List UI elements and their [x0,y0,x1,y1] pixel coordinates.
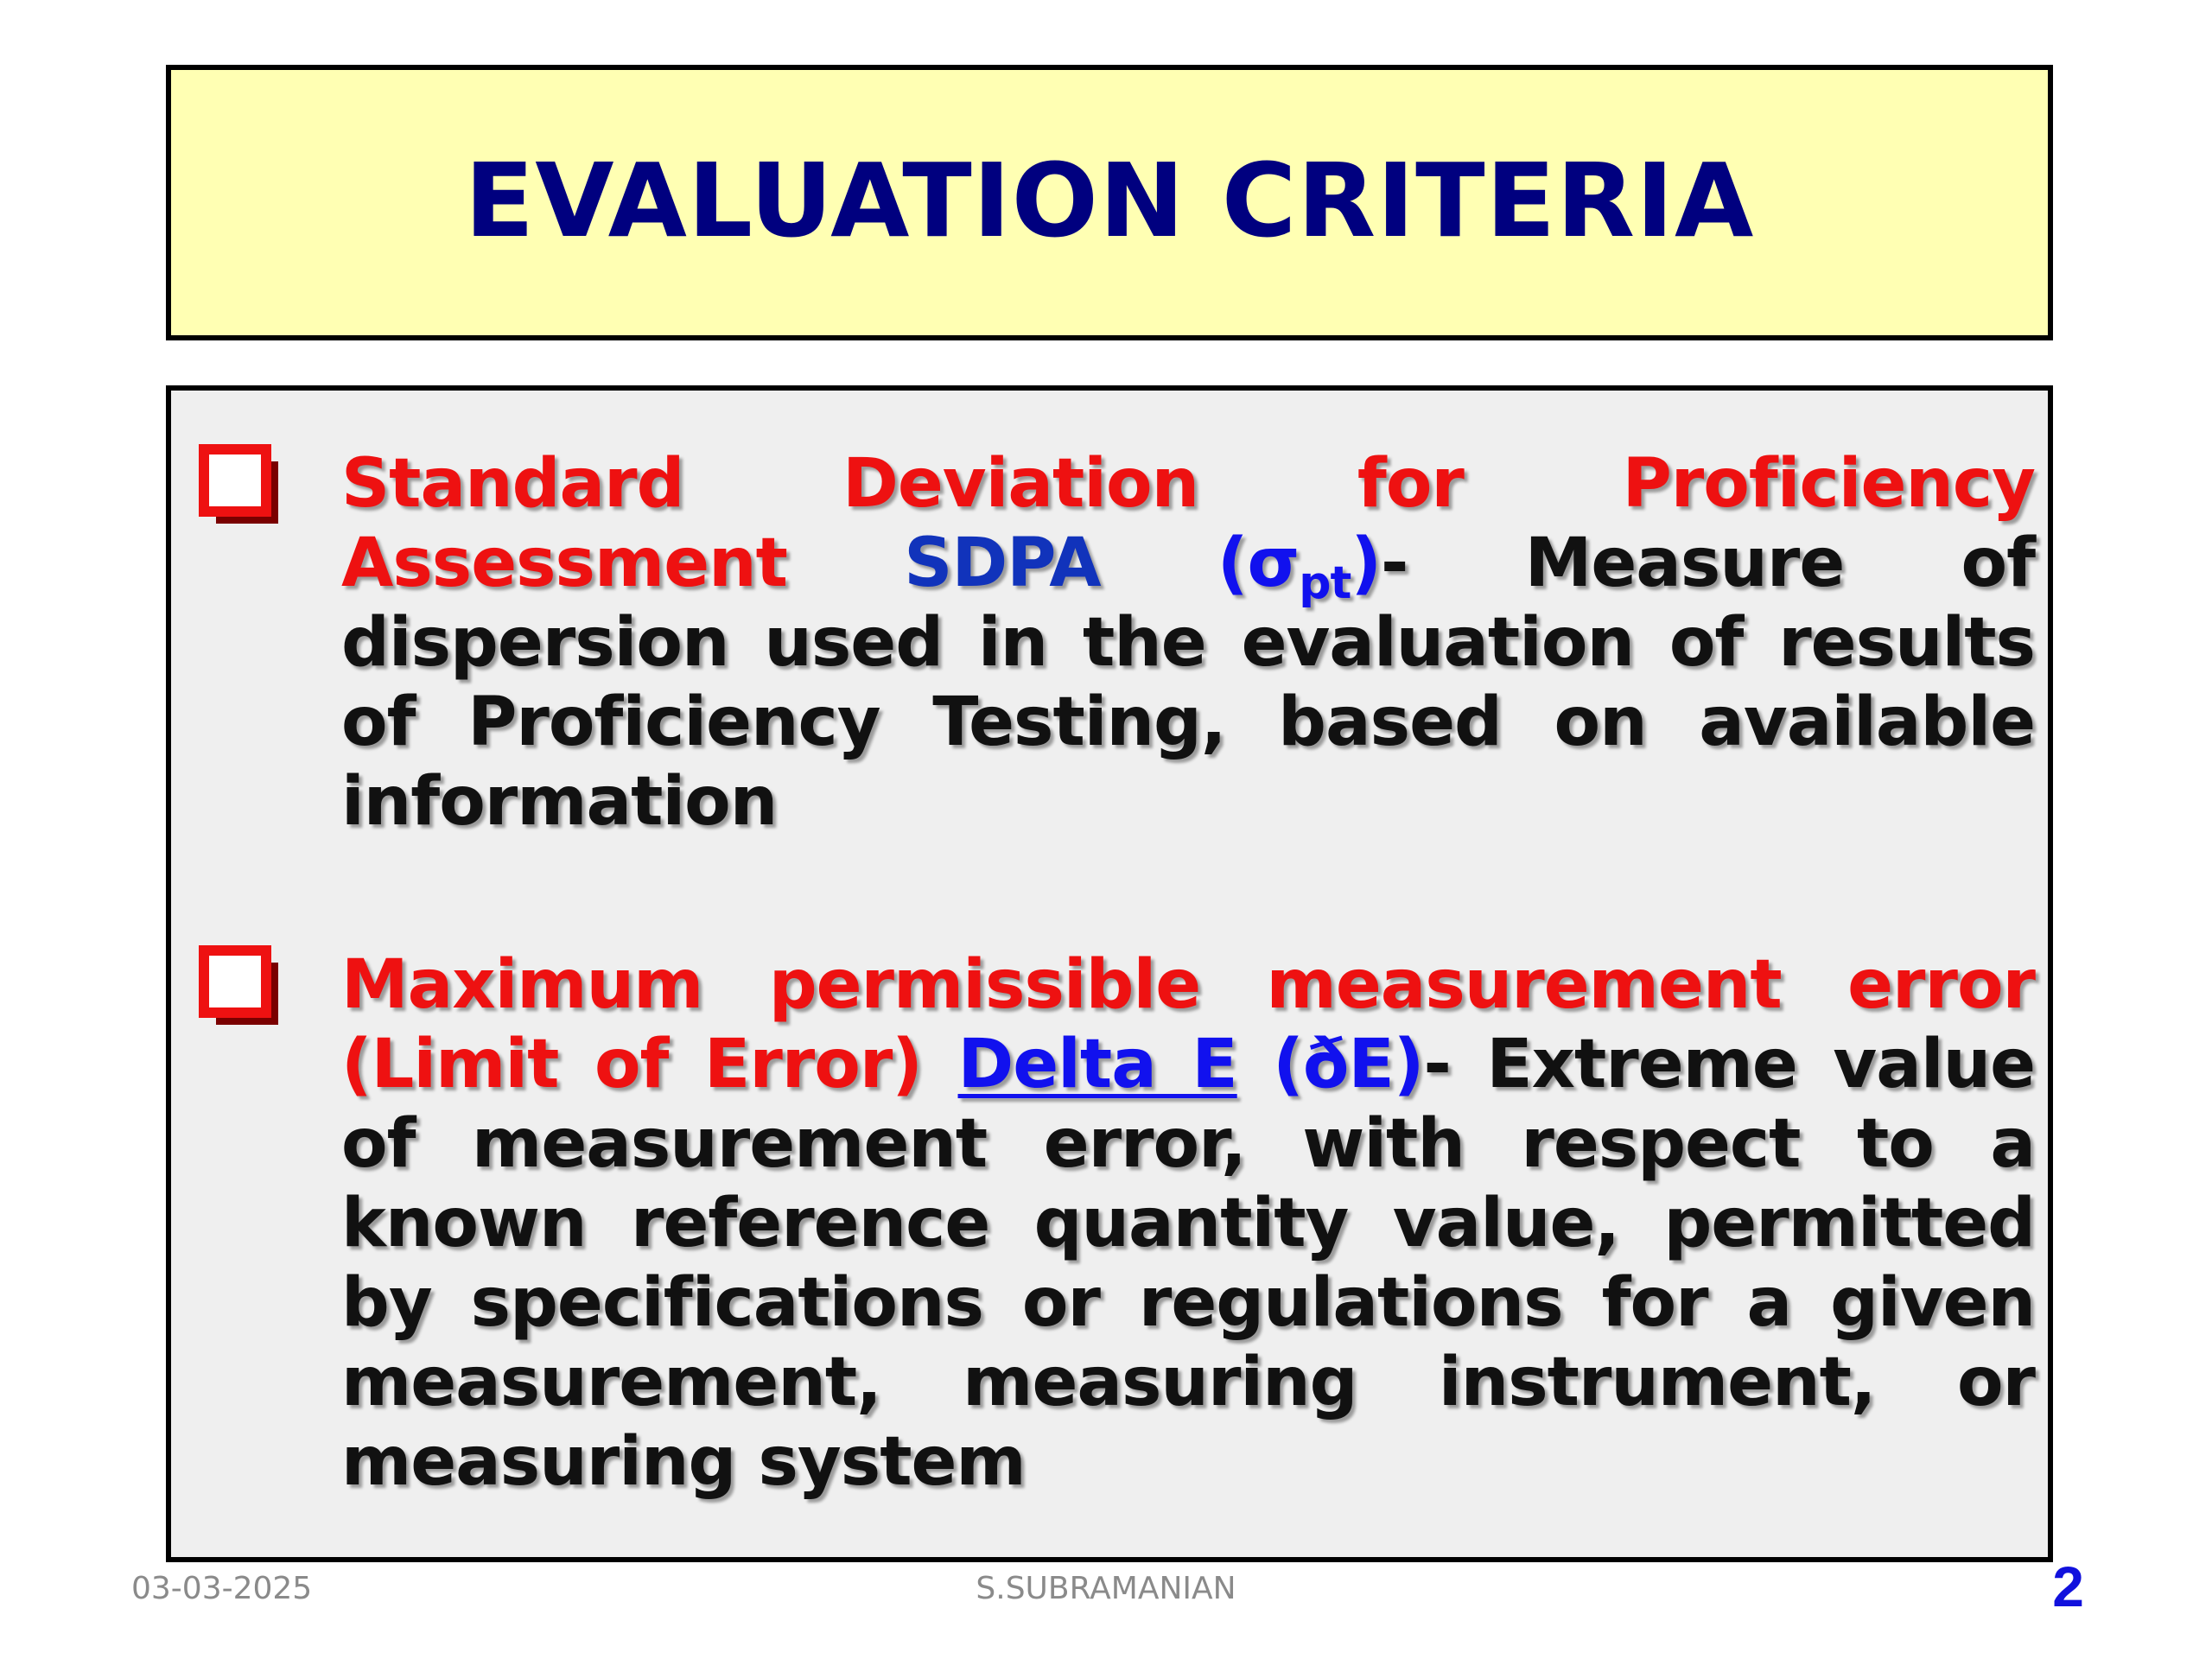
symbol-sigma-pt [1217,524,1382,609]
checkbox-icon [199,444,282,527]
bullet-text-sdpa [341,444,2035,842]
dash-sdpa: - [1381,524,1408,602]
symbol-open: (σ [1217,524,1300,602]
slide-title: EVALUATION CRITERIA [464,140,1755,260]
dash-delta-e: - [1423,1026,1451,1103]
title-box [166,65,2053,340]
term-delta-e: Maximum permissible measurement error (Limit of Error) [341,946,2035,1103]
delta-e-link[interactable]: Delta E [957,1026,1237,1103]
symbol-close: ) [1351,524,1382,602]
checkbox-icon [199,945,282,1028]
abbr-sdpa: SDPA [904,524,1101,602]
bullet-text-delta-e [341,945,2035,1502]
content-box [166,385,2053,1562]
definition-delta-e: Extreme value of measurement error, with respect to a known reference quantity value, permitted by specifications or regulations for a given measurement, measuring instrument, or measuring system [341,1026,2036,1501]
term-sdpa: Standard Deviation for Proficiency Assessment [341,445,2035,602]
symbol-delta-e: (ðE) [1273,1026,1424,1103]
bullet-item-delta-e [341,945,2035,1502]
symbol-subscript: pt [1299,557,1351,609]
definition-sdpa: Measure of dispersion used in the evaluation of results of Proficiency Testing, based on available information [341,524,2036,841]
footer-author: S.SUBRAMANIAN [976,1571,1236,1606]
footer-date: 03-03-2025 [131,1571,313,1606]
bullet-item-sdpa [341,444,2035,842]
page-number: 2 [2052,1554,2084,1618]
